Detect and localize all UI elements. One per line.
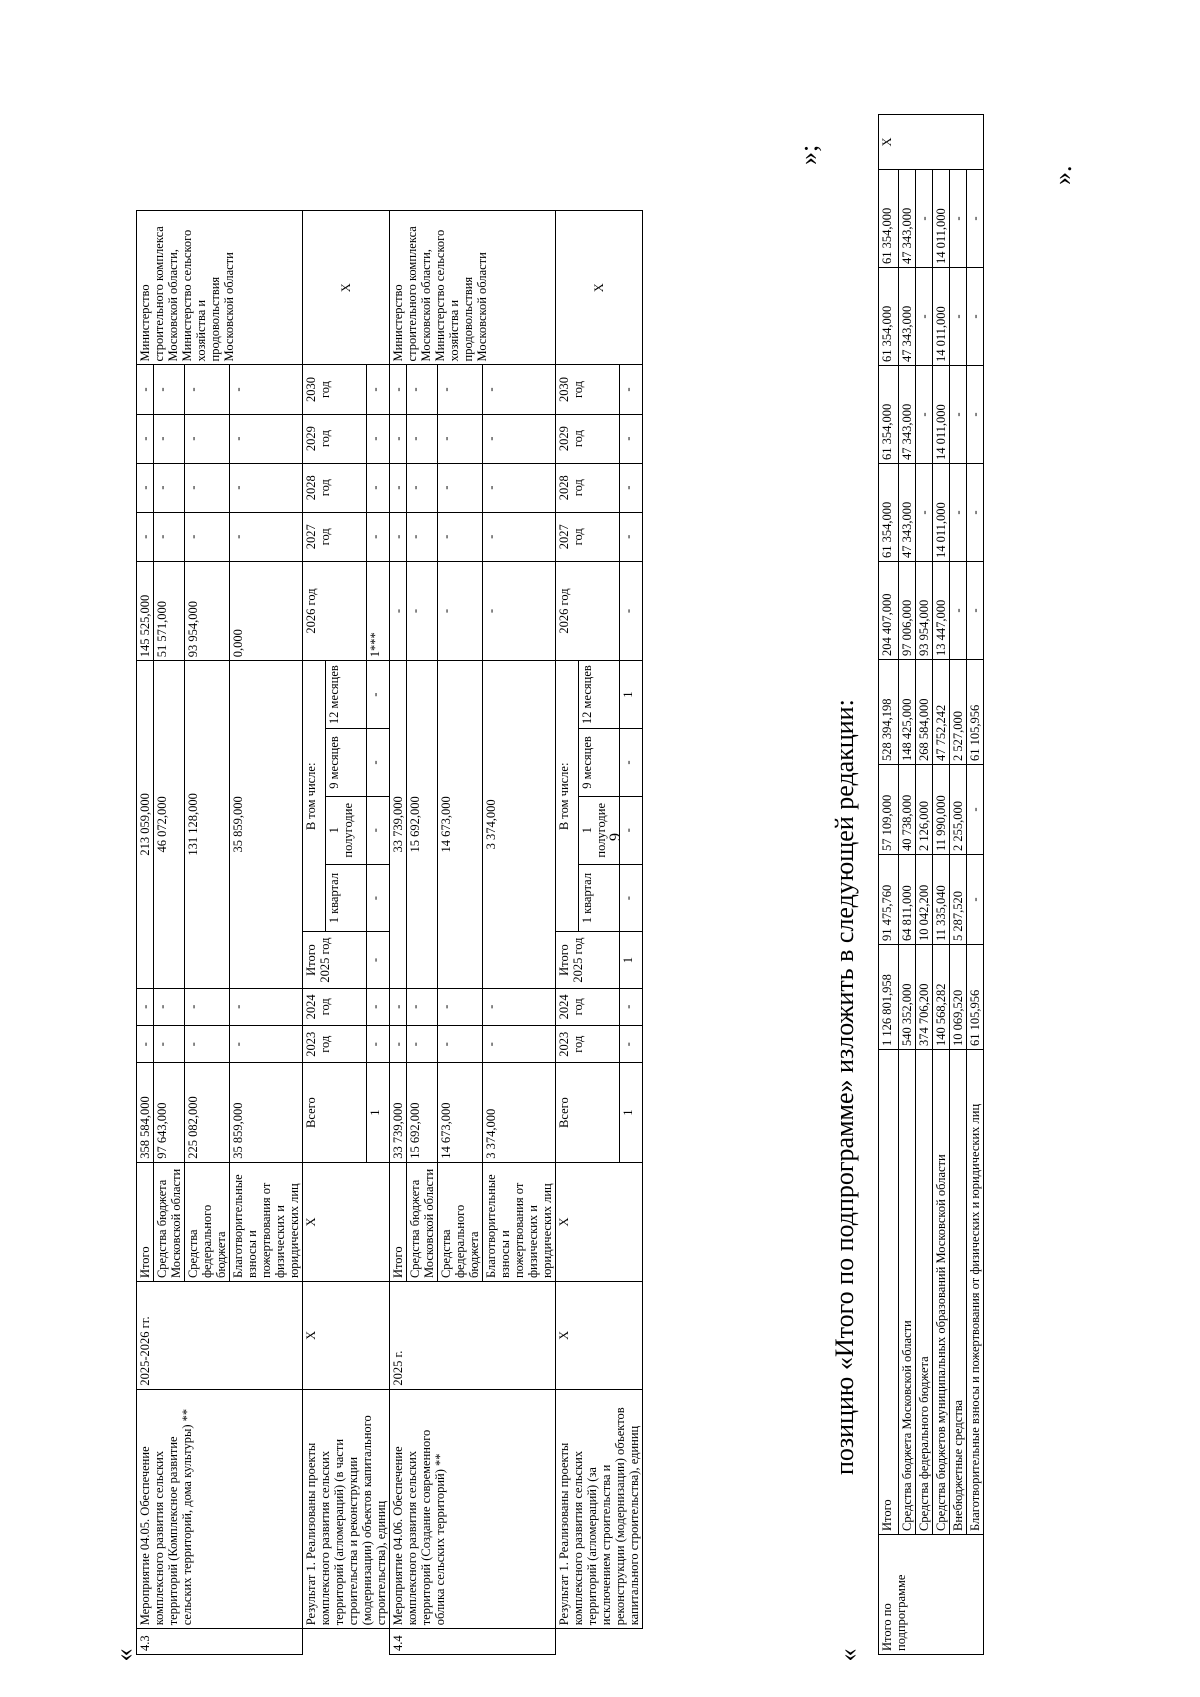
cell: - xyxy=(620,365,643,414)
source-label: Средства бюджета Московской области xyxy=(899,1050,916,1535)
executor: Министерство строительного комплекса Московской области, Министерство сельского хозяйства и продовольствия Московской области xyxy=(390,211,556,365)
cell: - xyxy=(367,796,390,864)
header-9m: 9 месяцев xyxy=(325,729,366,797)
cell: 374 706,200 xyxy=(916,945,933,1050)
cell: 148 425,000 xyxy=(899,660,916,765)
cell: - xyxy=(154,988,185,1025)
cell: 1 126 801,958 xyxy=(879,945,899,1050)
cell: 13 447,000 xyxy=(933,562,950,660)
source-label: Благотворительные взносы и пожертвования от физических и юридических лиц xyxy=(230,1162,303,1281)
cell: - xyxy=(137,463,154,512)
cell: - xyxy=(230,463,303,512)
cell: - xyxy=(154,512,185,561)
cell: 3 374,000 xyxy=(483,661,556,988)
header-q1: 1 квартал xyxy=(325,864,366,932)
cell: 97 006,000 xyxy=(899,562,916,660)
itogo-executor: X xyxy=(879,115,984,170)
cell: - xyxy=(390,988,407,1025)
cell: 1 xyxy=(620,1063,643,1162)
cell: 47 343,000 xyxy=(899,366,916,464)
header-2023: 2023 год xyxy=(303,1026,367,1063)
open-quote-bottom: « xyxy=(833,1648,863,1662)
cell: - xyxy=(367,414,390,463)
cell: - xyxy=(407,463,438,512)
cell: 14 011,000 xyxy=(933,170,950,268)
cell: 14 673,000 xyxy=(438,661,483,988)
cell: 204 407,000 xyxy=(879,562,899,660)
table-row xyxy=(967,115,984,1655)
cell-total: 97 643,000 xyxy=(154,1063,185,1162)
cell: - xyxy=(620,796,643,864)
source-label: Внебюджетные средства xyxy=(950,1050,967,1535)
cell: 64 811,000 xyxy=(899,855,916,945)
cell: - xyxy=(390,463,407,512)
cell: - xyxy=(154,414,185,463)
header-including: В том числе: xyxy=(303,661,326,932)
header-total: Всего xyxy=(303,1063,367,1162)
cell: 47 343,000 xyxy=(899,464,916,562)
cell-total: 3 374,000 xyxy=(483,1063,556,1162)
header-2027: 2027 год xyxy=(303,512,367,561)
cell: 2 126,000 xyxy=(916,765,933,855)
cell: 93 954,000 xyxy=(185,561,230,660)
cell: 61 354,000 xyxy=(879,170,899,268)
section-heading: позицию «Итого по подпрограмме» изложить в следующей редакции: xyxy=(830,699,859,1475)
cell: - xyxy=(620,988,643,1025)
header-2027: 2027 год xyxy=(556,512,620,561)
source-label: Средства бюджетов муниципальных образований Московской области xyxy=(933,1050,950,1535)
cell: - xyxy=(620,463,643,512)
cell: - xyxy=(407,988,438,1025)
cell: - xyxy=(367,512,390,561)
period: 2025-2026 гг. xyxy=(137,1282,303,1390)
cell: - xyxy=(967,855,984,945)
cell-total: 35 859,000 xyxy=(230,1063,303,1162)
cell: - xyxy=(407,561,438,660)
cell: - xyxy=(367,365,390,414)
result-executor: X xyxy=(303,211,390,365)
cell: - xyxy=(367,988,390,1025)
cell: - xyxy=(137,1026,154,1063)
cell: - xyxy=(483,512,556,561)
cell: - xyxy=(950,366,967,464)
source-label: Благотворительные взносы и пожертвования от физических и юридических лиц xyxy=(967,1050,984,1535)
itogo-table-container xyxy=(878,55,1077,1655)
cell: 35 859,000 xyxy=(230,661,303,988)
cell: 5 287,520 xyxy=(950,855,967,945)
cell: 14 011,000 xyxy=(933,366,950,464)
cell-total: 358 584,000 xyxy=(137,1063,154,1162)
cell: 40 738,000 xyxy=(899,765,916,855)
header-h1: 1 полугодие xyxy=(578,796,619,864)
cell: - xyxy=(185,414,230,463)
row-num: 4.3 xyxy=(137,1629,303,1655)
cell: 213 059,000 xyxy=(137,661,154,988)
header-2030: 2030 год xyxy=(556,365,620,414)
source-label: Средства федерального бюджета xyxy=(916,1050,933,1535)
cell: - xyxy=(230,1026,303,1063)
cell: - xyxy=(137,512,154,561)
table-row xyxy=(899,115,916,1655)
cell: 10 042,200 xyxy=(916,855,933,945)
cell: - xyxy=(950,170,967,268)
cell: 91 475,760 xyxy=(879,855,899,945)
table-row xyxy=(950,115,967,1655)
cell: - xyxy=(137,988,154,1025)
cell: - xyxy=(483,414,556,463)
result-period: X xyxy=(303,1282,390,1390)
header-q1: 1 квартал xyxy=(578,864,619,932)
cell: - xyxy=(407,1026,438,1063)
cell: 268 584,000 xyxy=(916,660,933,765)
cell: 11 335,040 xyxy=(933,855,950,945)
cell: - xyxy=(483,988,556,1025)
period: 2025 г. xyxy=(390,1282,556,1390)
main-table-container xyxy=(136,55,823,1655)
cell: 15 692,000 xyxy=(407,661,438,988)
table-row xyxy=(933,115,950,1655)
table-row xyxy=(137,211,154,1655)
cell: - xyxy=(407,414,438,463)
cell: - xyxy=(367,661,390,729)
cell: - xyxy=(438,1026,483,1063)
cell: - xyxy=(154,1026,185,1063)
result-period: X xyxy=(556,1282,643,1390)
cell: 540 352,000 xyxy=(899,945,916,1050)
cell: - xyxy=(367,864,390,932)
cell: 47 343,000 xyxy=(899,170,916,268)
cell: - xyxy=(483,1026,556,1063)
main-table xyxy=(136,210,643,1655)
cell: 47 343,000 xyxy=(899,268,916,366)
cell: - xyxy=(483,463,556,512)
cell: - xyxy=(438,561,483,660)
cell: - xyxy=(483,561,556,660)
cell: - xyxy=(620,414,643,463)
cell: - xyxy=(916,464,933,562)
cell: 2 255,000 xyxy=(950,765,967,855)
cell: - xyxy=(620,561,643,660)
cell: 145 525,000 xyxy=(137,561,154,660)
cell: - xyxy=(620,512,643,561)
itogo-label: Итого по подпрограмме xyxy=(879,1535,984,1655)
page-number: 9 xyxy=(607,833,624,841)
header-itogo-2025: Итого 2025 год xyxy=(303,932,367,988)
cell: - xyxy=(967,366,984,464)
cell: - xyxy=(390,1026,407,1063)
cell: 14 011,000 xyxy=(933,464,950,562)
header-9m: 9 месяцев xyxy=(578,729,619,797)
cell: 51 571,000 xyxy=(154,561,185,660)
header-total: Всего xyxy=(556,1063,620,1162)
cell: 131 128,000 xyxy=(185,661,230,988)
cell: - xyxy=(390,414,407,463)
cell: - xyxy=(230,365,303,414)
cell: - xyxy=(967,464,984,562)
cell: - xyxy=(230,414,303,463)
cell: - xyxy=(950,268,967,366)
result-name: Результат 1. Реализованы проекты комплексного развития сельских территорий (агломераций) (в части строительства и реконструкции (модернизации) объектов капитального строительства), единиц xyxy=(303,1389,390,1629)
source-label: Итого xyxy=(137,1162,154,1281)
cell: - xyxy=(137,414,154,463)
cell: - xyxy=(367,1026,390,1063)
header-2026: 2026 год xyxy=(303,561,367,660)
source-label: Средства бюджета Московской области xyxy=(154,1162,185,1281)
cell: 1 xyxy=(367,1063,390,1162)
close-quote-bottom: ». xyxy=(1048,165,1077,185)
cell: 61 354,000 xyxy=(879,268,899,366)
cell: - xyxy=(154,365,185,414)
header-h1: 1 полугодие xyxy=(325,796,366,864)
cell: 61 105,956 xyxy=(967,660,984,765)
cell-total: 14 673,000 xyxy=(438,1063,483,1162)
header-including: В том числе: xyxy=(556,661,579,932)
cell: - xyxy=(438,414,483,463)
cell: - xyxy=(185,512,230,561)
cell: - xyxy=(916,268,933,366)
table-row xyxy=(390,211,407,1655)
measure-name: Мероприятие 04.05. Обеспечение комплексного развития сельских территорий (Комплексное развитие сельских территорий, дома культуры) ** xyxy=(137,1389,303,1629)
cell: 11 990,000 xyxy=(933,765,950,855)
header-2024: 2024 год xyxy=(303,988,367,1025)
cell-total: 33 739,000 xyxy=(390,1063,407,1162)
cell: - xyxy=(438,988,483,1025)
cell: - xyxy=(916,366,933,464)
cell: - xyxy=(950,562,967,660)
cell: - xyxy=(367,463,390,512)
result-source: X xyxy=(303,1162,390,1281)
header-2028: 2028 год xyxy=(556,463,620,512)
cell: - xyxy=(407,365,438,414)
cell: - xyxy=(620,1026,643,1063)
source-label: Средства федерального бюджета xyxy=(185,1162,230,1281)
source-label: Благотворительные взносы и пожертвования от физических и юридических лиц xyxy=(483,1162,556,1281)
cell: 1 xyxy=(620,661,643,729)
cell: - xyxy=(185,365,230,414)
itogo-table xyxy=(878,114,984,1655)
cell-total: 225 082,000 xyxy=(185,1063,230,1162)
cell: - xyxy=(154,463,185,512)
cell: 93 954,000 xyxy=(916,562,933,660)
cell: - xyxy=(390,365,407,414)
cell: 46 072,000 xyxy=(154,661,185,988)
open-quote-main: « xyxy=(109,1648,139,1662)
cell: - xyxy=(620,729,643,797)
cell: - xyxy=(230,988,303,1025)
cell: - xyxy=(950,464,967,562)
cell: - xyxy=(185,1026,230,1063)
result-executor: X xyxy=(556,211,643,365)
cell: - xyxy=(230,512,303,561)
executor: Министерство строительного комплекса Московской области, Министерство сельского хозяйства и продовольствия Московской области xyxy=(137,211,303,365)
cell: - xyxy=(967,170,984,268)
result-source: X xyxy=(556,1162,643,1281)
source-label: Итого xyxy=(390,1162,407,1281)
header-2030: 2030 год xyxy=(303,365,367,414)
cell: 47 752,242 xyxy=(933,660,950,765)
cell: - xyxy=(967,562,984,660)
cell: 1 xyxy=(620,932,643,988)
cell: - xyxy=(438,365,483,414)
cell: - xyxy=(620,864,643,932)
close-quote-main: »; xyxy=(794,144,823,165)
result-header-row xyxy=(303,211,326,1655)
cell: - xyxy=(407,512,438,561)
row-num: 4.4 xyxy=(390,1629,556,1655)
result-name: Результат 1. Реализованы проекты комплексного развития сельских территорий (агломераций) (за исключением строительства и реконструкции (модернизации) объектов капитального строительства), единиц xyxy=(556,1389,643,1629)
cell: 61 354,000 xyxy=(879,464,899,562)
cell: - xyxy=(483,365,556,414)
cell: 1*** xyxy=(367,561,390,660)
header-2023: 2023 год xyxy=(556,1026,620,1063)
cell: 0,000 xyxy=(230,561,303,660)
table-row xyxy=(879,115,899,1655)
cell: 61 105,956 xyxy=(967,945,984,1050)
source-label: Средства бюджета Московской области xyxy=(407,1162,438,1281)
header-2029: 2029 год xyxy=(556,414,620,463)
cell: - xyxy=(390,561,407,660)
cell: 61 354,000 xyxy=(879,366,899,464)
header-12m: 12 месяцев xyxy=(325,661,366,729)
cell: 33 739,000 xyxy=(390,661,407,988)
cell: - xyxy=(390,512,407,561)
cell: - xyxy=(967,765,984,855)
cell-total: 15 692,000 xyxy=(407,1063,438,1162)
result-header-row xyxy=(556,211,579,1655)
source-label: Средства федерального бюджета xyxy=(438,1162,483,1281)
cell: 10 069,520 xyxy=(950,945,967,1050)
cell: - xyxy=(185,988,230,1025)
table-row xyxy=(916,115,933,1655)
cell: - xyxy=(916,170,933,268)
cell: 2 527,000 xyxy=(950,660,967,765)
header-12m: 12 месяцев xyxy=(578,661,619,729)
cell: - xyxy=(367,729,390,797)
cell: 140 568,282 xyxy=(933,945,950,1050)
header-itogo-2025: Итого 2025 год xyxy=(556,932,620,988)
cell: 528 394,198 xyxy=(879,660,899,765)
cell: - xyxy=(367,932,390,988)
header-2028: 2028 год xyxy=(303,463,367,512)
cell: - xyxy=(185,463,230,512)
cell: - xyxy=(967,268,984,366)
cell: - xyxy=(137,365,154,414)
header-2026: 2026 год xyxy=(556,561,620,660)
cell: - xyxy=(438,463,483,512)
source-label: Итого xyxy=(879,1050,899,1535)
measure-name: Мероприятие 04.06. Обеспечение комплексного развития сельских территорий (Создание современного облика сельских территорий) ** xyxy=(390,1389,556,1629)
cell: 14 011,000 xyxy=(933,268,950,366)
cell: 57 109,000 xyxy=(879,765,899,855)
header-2029: 2029 год xyxy=(303,414,367,463)
header-2024: 2024 год xyxy=(556,988,620,1025)
cell: - xyxy=(438,512,483,561)
